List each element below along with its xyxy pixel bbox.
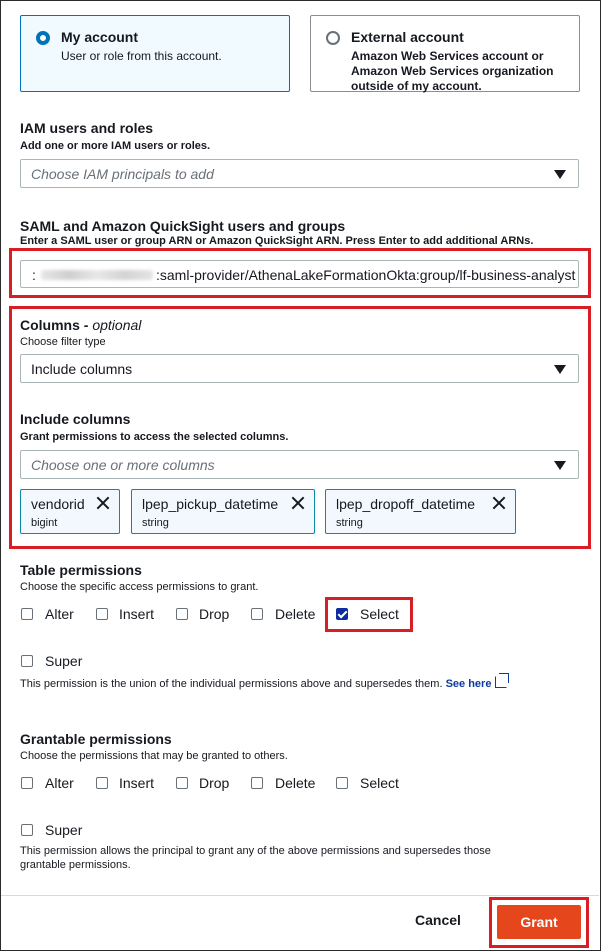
table-drop-label: Drop	[199, 606, 230, 622]
remove-token-icon[interactable]	[492, 496, 506, 510]
column-token	[131, 489, 315, 534]
grantable-drop-label: Drop	[199, 775, 230, 791]
include-columns-placeholder: Choose one or more columns	[31, 457, 215, 473]
grantable-insert-checkbox[interactable]	[96, 777, 108, 789]
token-name: lpep_dropoff_datetime	[336, 496, 476, 512]
caret-down-icon	[554, 365, 566, 374]
table-alter-label: Alter	[45, 606, 74, 622]
grantable-super-checkbox[interactable]	[21, 824, 33, 836]
external-link-icon	[495, 676, 507, 688]
columns-label	[20, 317, 141, 333]
table-alter-checkbox[interactable]	[21, 608, 33, 620]
saml-label: SAML and Amazon QuickSight users and groups	[20, 218, 346, 234]
token-type: string	[336, 517, 363, 529]
iam-principals-select[interactable]	[20, 159, 579, 188]
see-here-link[interactable]	[446, 678, 508, 690]
external-account-desc-line: Amazon Web Services organization	[351, 64, 554, 78]
table-permissions-description: Choose the specific access permissions to grant.	[20, 581, 259, 593]
redacted-account-id	[41, 270, 153, 280]
external-account-radio[interactable]	[326, 31, 340, 45]
optional-label: optional	[92, 317, 142, 333]
filter-type-value: Include columns	[31, 361, 133, 377]
table-select-checkbox[interactable]	[336, 608, 348, 620]
grantable-delete-checkbox[interactable]	[251, 777, 263, 789]
grant-button[interactable]: Grant	[497, 905, 581, 939]
grantable-alter-checkbox[interactable]	[21, 777, 33, 789]
token-type: string	[142, 517, 169, 529]
saml-value-prefix: :	[32, 267, 36, 283]
table-insert-checkbox[interactable]	[96, 608, 108, 620]
table-delete-label: Delete	[275, 606, 316, 622]
grantable-drop-checkbox[interactable]	[176, 777, 188, 789]
grantable-note-line: This permission allows the principal to grant any of the above permissions and supersedes those	[20, 845, 491, 857]
include-columns-label: Include columns	[20, 411, 131, 427]
table-drop-checkbox[interactable]	[176, 608, 188, 620]
caret-down-icon	[554, 461, 566, 470]
remove-token-icon[interactable]	[96, 496, 110, 510]
grantable-permissions-label: Grantable permissions	[20, 731, 172, 747]
iam-label: IAM users and roles	[20, 120, 154, 136]
cancel-button[interactable]: Cancel	[415, 912, 461, 928]
include-columns-select[interactable]	[20, 450, 579, 479]
saml-arn-input[interactable]	[20, 260, 579, 288]
external-account-description	[351, 49, 554, 94]
include-columns-description: Grant permissions to access the selected columns.	[20, 431, 289, 443]
external-account-card[interactable]	[310, 15, 580, 92]
grantable-select-checkbox[interactable]	[336, 777, 348, 789]
remove-token-icon[interactable]	[291, 496, 305, 510]
token-name: lpep_pickup_datetime	[142, 496, 279, 512]
table-super-checkbox[interactable]	[21, 655, 33, 667]
table-permissions-label: Table permissions	[20, 562, 142, 578]
saml-value: :saml-provider/AthenaLakeFormationOkta:group/lf-business-analyst	[156, 267, 576, 283]
table-insert-label: Insert	[119, 606, 155, 622]
caret-down-icon	[554, 170, 566, 179]
see-here-text: See here	[445, 678, 492, 690]
grantable-alter-label: Alter	[45, 775, 74, 791]
my-account-radio[interactable]	[36, 31, 50, 45]
iam-description: Add one or more IAM users or roles.	[20, 140, 211, 152]
my-account-card[interactable]	[20, 15, 290, 92]
grantable-permissions-description: Choose the permissions that may be granted to others.	[20, 750, 288, 762]
iam-placeholder: Choose IAM principals to add	[31, 166, 214, 182]
external-account-desc-line: outside of my account.	[351, 79, 482, 93]
external-account-desc-line: Amazon Web Services account or	[351, 49, 544, 63]
my-account-description: User or role from this account.	[61, 49, 222, 63]
filter-type-select[interactable]	[20, 354, 579, 383]
grantable-delete-label: Delete	[275, 775, 316, 791]
table-super-label: Super	[45, 653, 83, 669]
token-type: bigint	[31, 517, 58, 529]
filter-type-label: Choose filter type	[20, 336, 106, 348]
table-super-note	[20, 676, 507, 691]
my-account-title: My account	[61, 29, 139, 45]
grantable-note-line: grantable permissions.	[20, 859, 131, 871]
footer-divider	[1, 895, 599, 896]
grantable-select-label: Select	[360, 775, 399, 791]
table-select-label: Select	[360, 606, 399, 622]
column-token	[20, 489, 120, 534]
super-note-text: This permission is the union of the individual permissions above and supersedes them.	[20, 678, 443, 690]
external-account-title: External account	[351, 29, 464, 45]
column-token	[325, 489, 516, 534]
saml-description: Enter a SAML user or group ARN or Amazon QuickSight ARN. Press Enter to add additional ARNs.	[20, 235, 534, 247]
token-name: vendorid	[31, 496, 85, 512]
grantable-insert-label: Insert	[119, 775, 155, 791]
grantable-super-note	[20, 844, 491, 872]
columns-label-text: Columns -	[20, 317, 89, 333]
grantable-super-label: Super	[45, 822, 83, 838]
table-delete-checkbox[interactable]	[251, 608, 263, 620]
